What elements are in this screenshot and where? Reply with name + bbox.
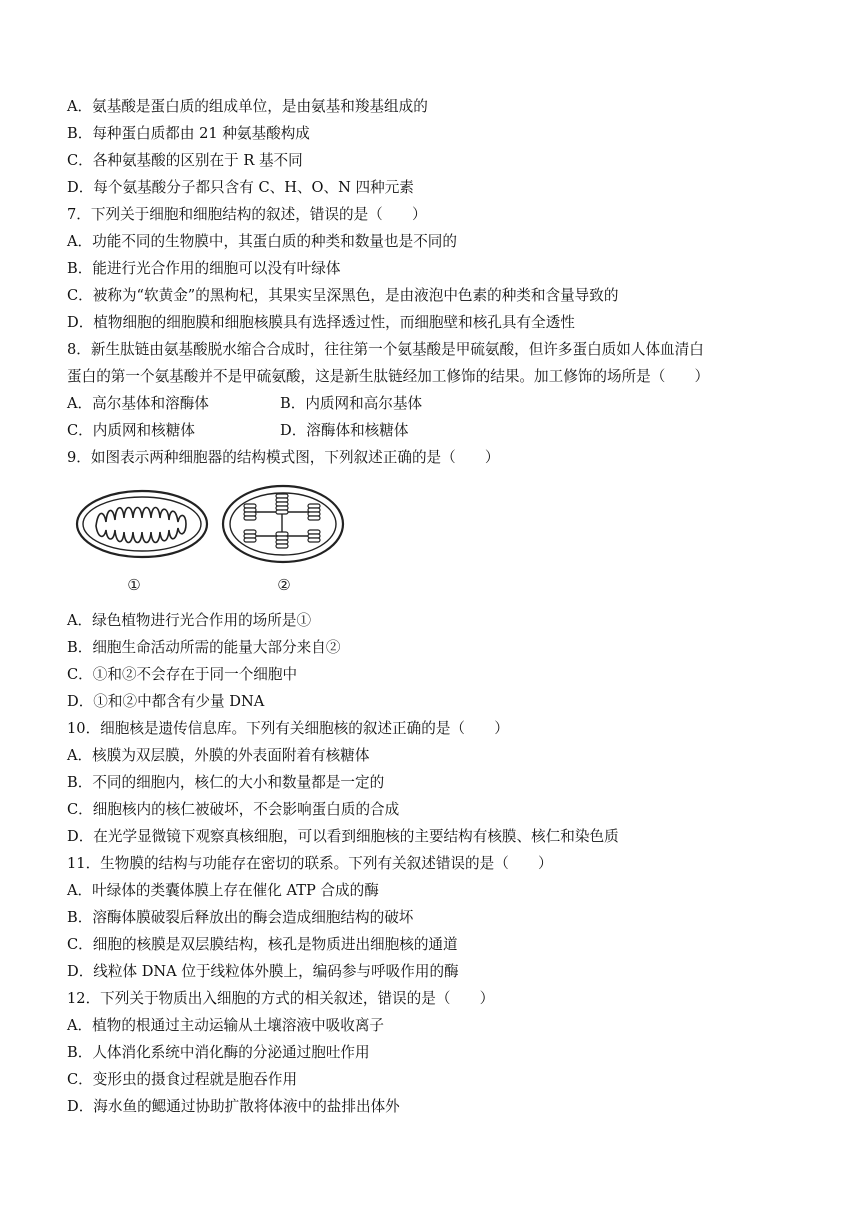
q7-stem: 7．下列关于细胞和细胞结构的叙述，错误的是（ ）	[67, 206, 427, 223]
q11-option-a: A．叶绿体的类囊体膜上存在催化 ATP 合成的酶	[67, 882, 379, 899]
q10-option-d: D．在光学显微镜下观察真核细胞，可以看到细胞核的主要结构有核膜、核仁和染色质	[67, 828, 619, 845]
chloroplast-diagram	[223, 486, 343, 562]
mitochondrion-diagram	[77, 491, 207, 557]
q7-option-a: A．功能不同的生物膜中，其蛋白质的种类和数量也是不同的	[67, 233, 457, 250]
q6-option-c: C．各种氨基酸的区别在于 R 基不同	[67, 152, 303, 169]
figure-label-2: ②	[277, 576, 291, 594]
q12-option-c: C．变形虫的摄食过程就是胞吞作用	[67, 1071, 298, 1088]
q8-options-row2	[67, 421, 807, 441]
q8-option-d: D．溶酶体和核糖体	[280, 422, 409, 439]
q11-option-b: B．溶酶体膜破裂后释放出的酶会造成细胞结构的破坏	[67, 909, 414, 926]
q6-option-a: A．氨基酸是蛋白质的组成单位，是由氨基和羧基组成的	[67, 98, 428, 115]
q11-stem: 11．生物膜的结构与功能存在密切的联系。下列有关叙述错误的是（ ）	[67, 855, 553, 872]
q9-option-d: D．①和②中都含有少量 DNA	[67, 693, 265, 710]
q9-option-b: B．细胞生命活动所需的能量大部分来自②	[67, 639, 341, 656]
q8-stem-line1: 8．新生肽链由氨基酸脱水缩合合成时，往往第一个氨基酸是甲硫氨酸，但许多蛋白质如人体血清白	[67, 341, 704, 358]
q12-option-b: B．人体消化系统中消化酶的分泌通过胞吐作用	[67, 1044, 370, 1061]
q10-stem: 10．细胞核是遗传信息库。下列有关细胞核的叙述正确的是（ ）	[67, 720, 509, 737]
q11-option-c: C．细胞的核膜是双层膜结构，核孔是物质进出细胞核的通道	[67, 936, 458, 953]
q8-stem-line2: 蛋白的第一个氨基酸并不是甲硫氨酸，这是新生肽链经加工修饰的结果。加工修饰的场所是（ ）	[67, 368, 710, 385]
q10-option-c: C．细胞核内的核仁被破坏，不会影响蛋白质的合成	[67, 801, 400, 818]
q10-option-a: A．核膜为双层膜，外膜的外表面附着有核糖体	[67, 747, 370, 764]
q7-option-c: C．被称为“软黄金”的黑枸杞，其果实呈深黑色，是由液泡中色素的种类和含量导致的	[67, 287, 619, 304]
q8-option-b: B．内质网和高尔基体	[280, 395, 423, 412]
q9-option-c: C．①和②不会存在于同一个细胞中	[67, 666, 298, 683]
q7-option-b: B．能进行光合作用的细胞可以没有叶绿体	[67, 260, 341, 277]
q8-options-row1	[67, 394, 807, 414]
q10-option-b: B．不同的细胞内，核仁的大小和数量都是一定的	[67, 774, 385, 791]
q8-option-a: A．高尔基体和溶酶体	[67, 395, 209, 412]
organelle-figure	[74, 480, 346, 598]
q9-stem: 9．如图表示两种细胞器的结构模式图，下列叙述正确的是（ ）	[67, 449, 500, 466]
q12-option-a: A．植物的根通过主动运输从土壤溶液中吸收离子	[67, 1017, 385, 1034]
q6-option-b: B．每种蛋白质都由 21 种氨基酸构成	[67, 125, 310, 142]
q8-option-c: C．内质网和核糖体	[67, 422, 195, 439]
q7-option-d: D．植物细胞的细胞膜和细胞核膜具有选择透过性，而细胞壁和核孔具有全透性	[67, 314, 575, 331]
figure-label-1: ①	[127, 576, 141, 594]
q9-option-a: A．绿色植物进行光合作用的场所是①	[67, 612, 312, 629]
q12-option-d: D．海水鱼的鳃通过协助扩散将体液中的盐排出体外	[67, 1098, 400, 1115]
q6-option-d: D．每个氨基酸分子都只含有 C、H、O、N 四种元素	[67, 179, 414, 196]
q12-stem: 12．下列关于物质出入细胞的方式的相关叙述，错误的是（ ）	[67, 990, 495, 1007]
q11-option-d: D．线粒体 DNA 位于线粒体外膜上，编码参与呼吸作用的酶	[67, 963, 459, 980]
